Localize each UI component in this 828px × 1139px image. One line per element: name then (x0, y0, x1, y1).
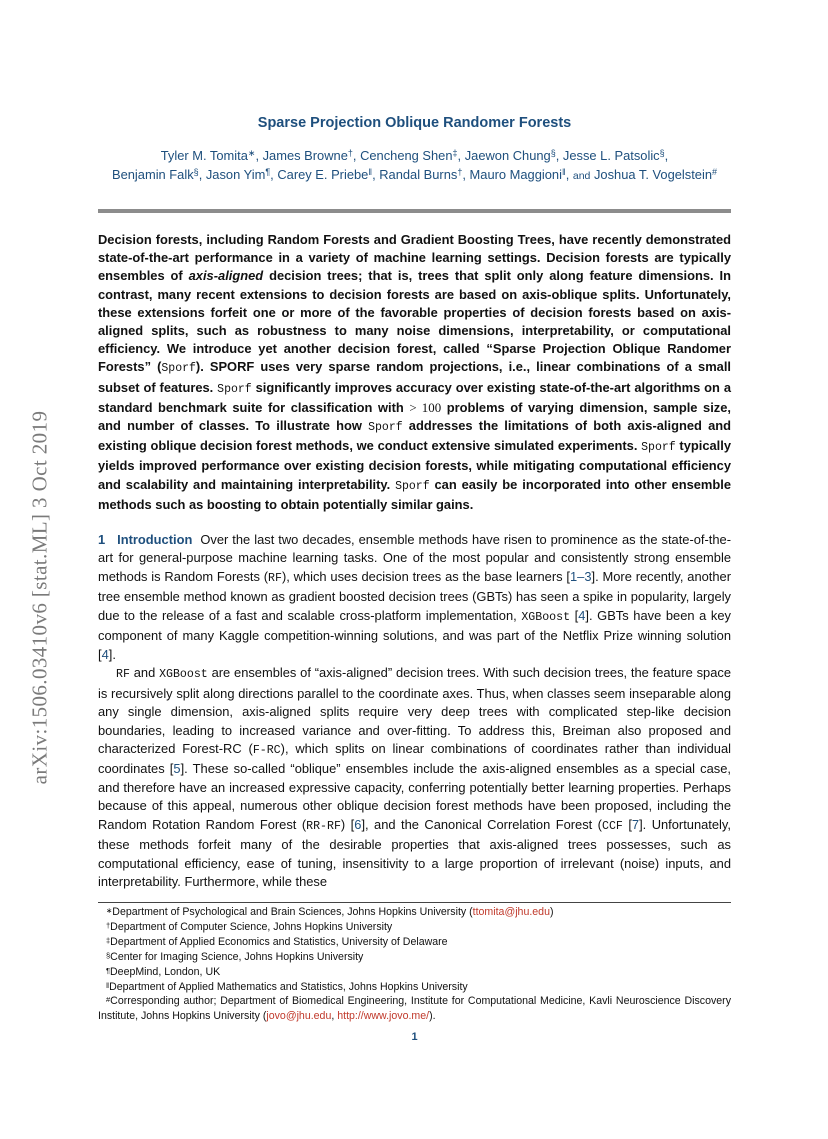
author-name: Tyler M. Tomita (160, 148, 248, 163)
math-inline: > 100 (409, 400, 442, 415)
citation-link[interactable]: 5 (173, 761, 181, 777)
method-name: Sporf (368, 421, 403, 435)
method-name: Sporf (641, 441, 676, 455)
author-mark: † (457, 167, 463, 177)
footnote-text: ). (429, 1010, 436, 1023)
introduction-section (98, 531, 731, 892)
footnote-mark: ¶ (106, 965, 111, 975)
paragraph-text: ]. (108, 646, 116, 662)
author-name: Joshua T. Vogelstein (593, 167, 712, 182)
abstract (98, 231, 731, 514)
citation-link[interactable]: 6 (354, 816, 362, 832)
footnote-text: DeepMind, London, UK (110, 965, 221, 978)
author-mark: § (659, 148, 665, 158)
footnote-mark: ‡ (106, 935, 111, 945)
method-abbrev: CCF (601, 819, 623, 833)
footnote-mark: ∗ (106, 906, 113, 915)
author-name: Jaewon Chung (464, 148, 551, 163)
footnote-text: Department of Psychological and Brain Sciences, Johns Hopkins University ( (112, 906, 473, 918)
footnote-text: Department of Computer Science, Johns Hopkins University (110, 920, 393, 933)
author-name: Cencheng Shen (360, 148, 453, 163)
paper-title: Sparse Projection Oblique Randomer Forests (257, 115, 572, 131)
page-number: 1 (411, 1031, 418, 1043)
footnote-text: Corresponding author; Department of Biomedical Engineering, Institute for Computational Medicine, Kavli Neuroscience Discovery Institute, Johns Hopkins University ( (98, 995, 731, 1023)
paragraph-text: ) [ (340, 816, 355, 832)
footnote-mark: ‖ (106, 980, 110, 990)
paragraph-text: Over the last two decades, ensemble methods have risen to prominence as the state-of-the-art for general-purpose machine learning tasks. One of the most popular and consistently strong ensemble methods is Random Forests ( (98, 532, 731, 584)
abstract-text: addresses the limitations of both axis-aligned and existing oblique decision forest methods, we conduct extensive simulated experiments. (98, 418, 731, 454)
footnote-text: Department of Applied Economics and Statistics, University of Delaware (110, 935, 448, 948)
footnote (98, 950, 731, 965)
footnote-mark: † (106, 920, 111, 930)
citation-dash: – (577, 568, 585, 584)
author-name: Mauro Maggioni (469, 167, 562, 182)
footnote-text: Department of Applied Mathematics and Statistics, Johns Hopkins University (109, 980, 468, 993)
paragraph-text: ]. Unfortunately, these methods forfeit many of the desirable properties that axis-aligned trees possesses, such as computational efficiency, ease of tuning, insensitivity to a large proportion of irrelevant (noise) inputs, and interpretability. Furthermore, while these (98, 816, 731, 890)
abstract-text: problems of varying dimension, sample size, and number of classes. To illustrate how (98, 399, 731, 434)
footnote (98, 905, 731, 920)
section-heading: Introduction (117, 532, 193, 547)
author-name: Benjamin Falk (111, 167, 194, 182)
footnote (98, 935, 731, 950)
method-abbrev: XGBoost (159, 668, 208, 682)
arxiv-id-text: arXiv:1506.03410v6 [stat.ML] 3 Oct 2019 (27, 410, 52, 785)
author-mark: # (712, 167, 718, 177)
author-and: and (572, 170, 591, 182)
abstract-text: Decision forests, including Random Forests and Gradient Boosting Trees, have recently demonstrated state-of-the-art performance in a variety of machine learning settings. Decision forests are typically ensembles of (98, 232, 731, 284)
footnote-text: , (331, 1010, 338, 1023)
paragraph-text: ), which uses decision trees as the base learners [ (281, 568, 570, 584)
email-link[interactable]: jovo@jhu.edu (266, 1010, 332, 1023)
body-paragraph (98, 664, 731, 891)
method-abbrev: RF (116, 668, 130, 682)
footnote-mark: § (106, 950, 111, 960)
arxiv-identifier-stamp (18, 355, 62, 840)
author-mark: ∗ (247, 148, 256, 158)
url-link[interactable]: http://www.jovo.me/ (337, 1010, 430, 1023)
paragraph-text: ]. More recently, another tree ensemble method known as gradient boosted decision trees (GBTs) has seen a spike in popularity, largely due to the release of a fast and scalable cross-platform implementation, (98, 568, 731, 623)
author-name: Jason Yim (205, 167, 266, 182)
title-rule (98, 209, 731, 213)
paragraph-text: and (129, 665, 160, 681)
paragraph-text: ]. These so-called “oblique” ensembles include the axis-aligned ensembles as a special case, and therefore have an increased expressive capacity, conferring potentially better learning properties. Perhaps because of this appeal, numerous other oblique decision forest methods have been proposed, including the Random Rotation Random Forest ( (98, 761, 731, 832)
author-name: Randal Burns (379, 167, 458, 182)
author-mark: § (550, 148, 556, 158)
author-name: James Browne (262, 148, 348, 163)
body-paragraph (98, 531, 731, 664)
paragraph-text: ]. GBTs have been a key component of many Kaggle competition-winning solutions, and was part of the Netflix Prize winning solution [ (98, 607, 731, 662)
section-number: 1 (98, 532, 106, 547)
abstract-text: decision trees; that is, trees that split only along feature dimensions. In contrast, many recent extensions to decision forests are based on axis-oblique splits. Unfortunately, these extensions forfeit one or more of the favorable properties of decision forests based on axis-aligned splits, such as robustness to many noise dimensions, interpretability, or computational efficiency. We introduce yet another decision forest, called “Sparse Projection Oblique Randomer Forests” ( (98, 268, 731, 375)
method-name: Sporf (161, 362, 196, 376)
method-abbrev: RF (268, 571, 282, 585)
footnote (98, 965, 731, 980)
paragraph-text: ), which splits on linear combinations of coordinates rather than individual coordinates [ (98, 740, 731, 777)
method-abbrev: F-RC (252, 743, 281, 757)
footnote (98, 980, 731, 995)
author-list: Tyler M. Tomita∗, James Browne†, Cencheng Shen‡, Jaewon Chung§, Jesse L. Patsolic§, Benjamin Falk§, Jason Yim¶, Carey E. Priebe‖, Randal Burns†, Mauro Maggioni‖, and Joshua T. Vogelstein# (111, 148, 718, 182)
author-mark: ‡ (452, 148, 458, 158)
author-mark: ‖ (368, 167, 373, 177)
author-mark: ¶ (265, 167, 271, 177)
citation-link[interactable]: 3 (584, 568, 592, 584)
method-abbrev: RR-RF (306, 819, 341, 833)
paragraph-text: ], and the Canonical Correlation Forest ( (361, 816, 602, 832)
method-name: Sporf (395, 479, 430, 493)
abstract-text: ). SPORF uses very sparse random projections, i.e., linear combinations of a small subset of features. (98, 359, 731, 395)
method-abbrev: XGBoost (521, 610, 571, 624)
method-name: Sporf (217, 382, 252, 396)
author-name: Carey E. Priebe (277, 167, 369, 182)
citation-link[interactable]: 1 (570, 568, 578, 584)
citation-link[interactable]: 4 (101, 646, 109, 662)
abstract-text: significantly improves accuracy over existing state-of-the-art algorithms on a standard benchmark suite for classification with (98, 379, 731, 415)
abstract-emphasis: axis-aligned (188, 268, 264, 284)
footnote-mark: # (106, 995, 111, 1005)
abstract-text: can easily be incorporated into other ensemble methods such as boosting to obtain potentially similar gains. (98, 476, 731, 512)
citation-link[interactable]: 7 (631, 816, 640, 832)
author-name: Jesse L. Patsolic (562, 148, 660, 163)
paragraph-text: are ensembles of “axis-aligned” decision trees. With such decision trees, the feature space is recursively split along directions parallel to the coordinate axes. Thus, when classes seem inseparable along any single dimension, axis-aligned splits require very deep trees with complicated step-like decision boundaries, leading to increased variance and over-fitting. To address this, Breiman also proposed and characterized Forest-RC ( (98, 665, 731, 756)
footnote-text: ) (549, 906, 554, 918)
citation-link[interactable]: 4 (578, 607, 586, 623)
paragraph-text: [ (570, 607, 579, 623)
footnote (98, 920, 731, 935)
footnote-text: Center for Imaging Science, Johns Hopkins University (110, 950, 364, 963)
paragraph-text: [ (622, 816, 632, 832)
author-mark: † (347, 148, 353, 158)
footnotes (98, 905, 731, 1024)
email-link[interactable]: ttomita@jhu.edu (472, 906, 550, 918)
author-mark: § (193, 167, 199, 177)
footnote-rule (98, 902, 731, 903)
author-mark: ‖ (561, 167, 566, 177)
abstract-text: typically yields improved performance over existing decision forests, while mitigating computational efficiency and scalability and maintaining interpretability. (98, 438, 732, 492)
footnote (98, 994, 731, 1024)
